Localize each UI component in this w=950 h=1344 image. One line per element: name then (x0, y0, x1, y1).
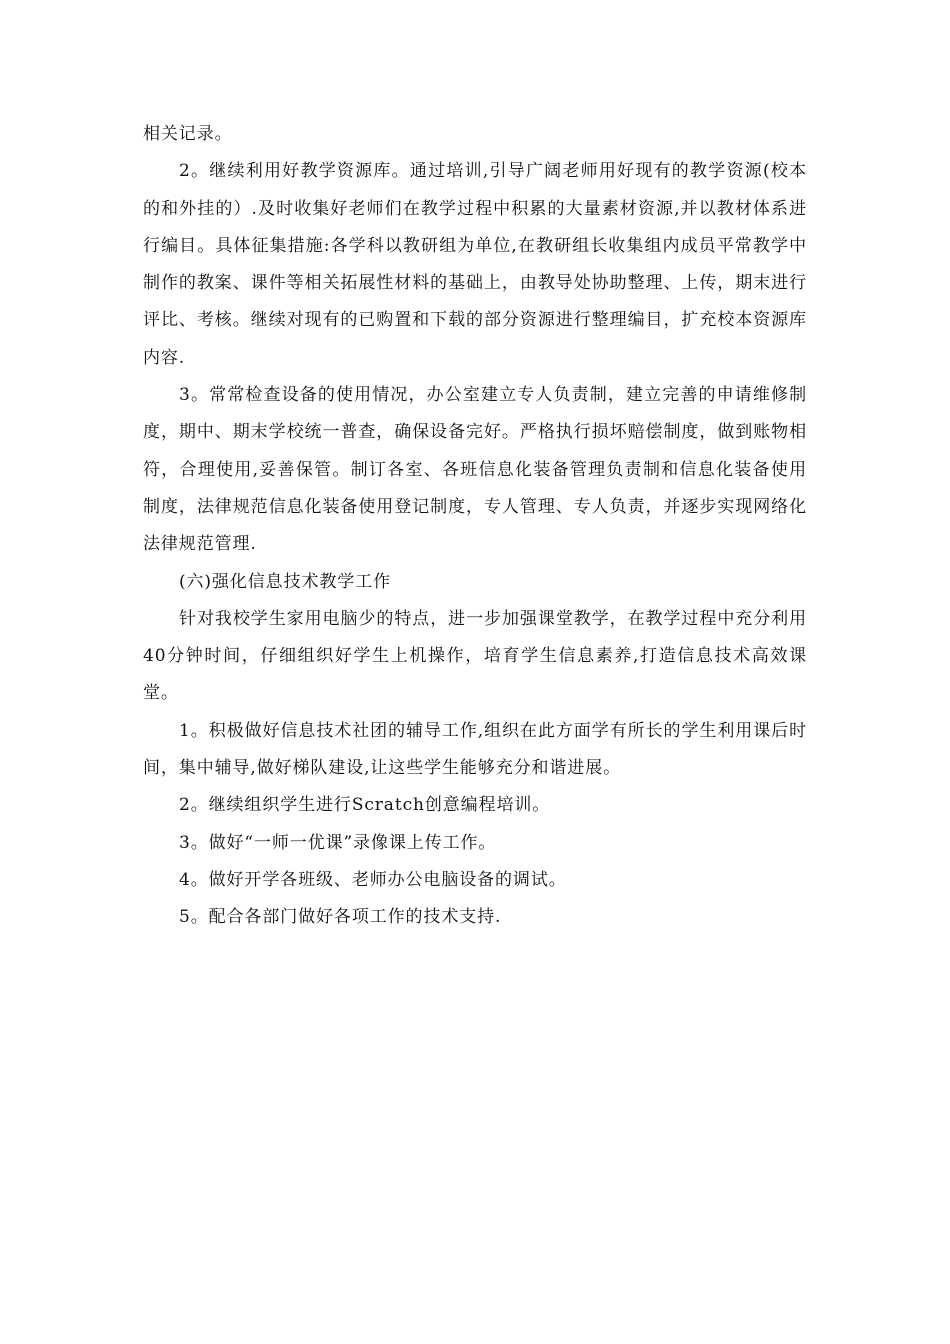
document-body (143, 116, 807, 937)
paragraph-item-3-recording: 3。做好“一师一优课”录像课上传工作。 (179, 832, 497, 853)
paragraph-item-3-equipment-check: 3。常常检查设备的使用情况，办公室建立专人负责制，建立完善的申请维修制度，期中、期末学校统一普查，确保设备完好。严格执行损坏赔偿制度，做到账物相符，合理使用,妥善保管。制订各室、各班信息化装备管理负责制和信息化装备使用制度，法律规范信息化装备使用登记制度，专人管理、专人负责，并逐步实现网络化法律规范管理. (143, 385, 807, 555)
paragraph-item-5-support: 5。配合各部门做好各项工作的技术支持. (179, 907, 502, 928)
paragraph-item-1-club: 1。积极做好信息技术社团的辅导工作,组织在此方面学有所长的学生利用课后时间，集中辅导,做好梯队建设,让这些学生能够充分和谐进展。 (143, 720, 807, 779)
paragraph-item-2-resource-library: 2。继续利用好教学资源库。通过培训,引导广阔老师用好现有的教学资源(校本的和外挂的）.及时收集好老师们在教学过程中积累的大量素材资源,并以教材体系进行编目。具体征集措施:各学科以教研组为单位,在教研组长收集组内成员平常教学中制作的教案、课件等相关拓展性材料的基础上，由教导处协助整理、上传，期末进行评比、考核。继续对现有的已购置和下载的部分资源进行整理编目，扩充校本资源库内容. (143, 161, 807, 368)
paragraph-item-2-scratch: 2。继续组织学生进行Scratch创意编程培训。 (179, 795, 551, 816)
paragraph-item-4-debugging: 4。做好开学各班级、老师办公电脑设备的调试。 (179, 869, 567, 890)
paragraph-continuation: 相关记录。 (143, 124, 233, 144)
paragraph-section-intro: 针对我校学生家用电脑少的特点，进一步加强课堂教学，在教学过程中充分利用40分钟时间，仔细组织好学生上机操作，培育学生信息素养,打造信息技术高效课堂。 (143, 608, 807, 704)
section-heading-six: (六)强化信息技术教学工作 (179, 571, 391, 592)
